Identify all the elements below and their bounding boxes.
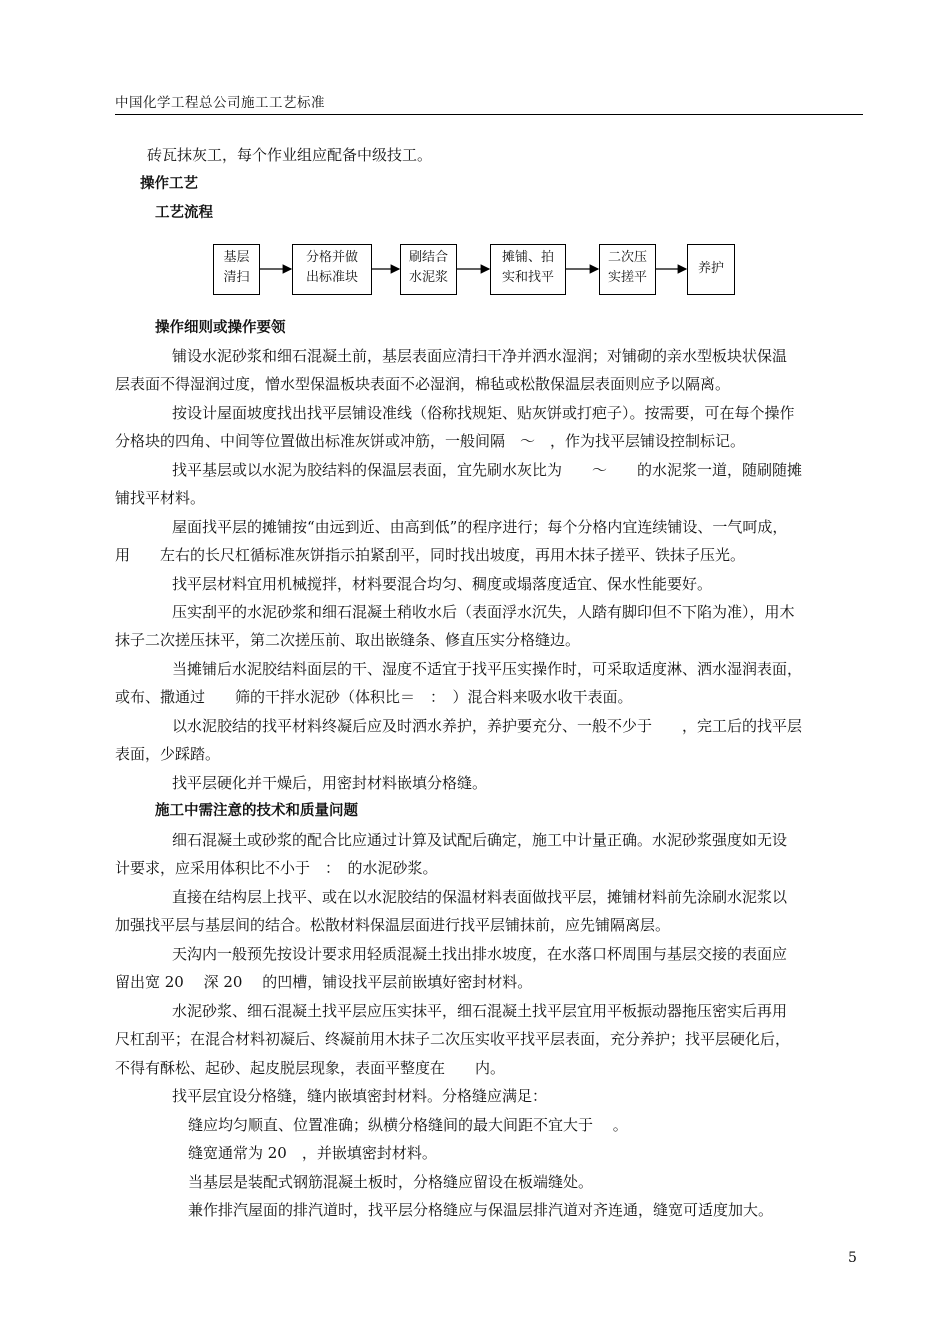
section-heading-flow: 工艺流程 xyxy=(155,205,213,221)
flow-step-4 xyxy=(490,244,566,295)
flow-step-3 xyxy=(400,244,457,295)
para-line: 找平层硬化并干燥后，用密封材料嵌填分格缝。 xyxy=(172,774,488,792)
para-line: 分格块的四角、中间等位置做出标准灰饼或冲筋，一般间隔 ～ ，作为找平层铺设控制标记。 xyxy=(115,432,746,450)
quality-line: 找平层宜设分格缝，缝内嵌填密封材料。分格缝应满足： xyxy=(172,1087,548,1105)
flow-step-5-line1: 二次压 xyxy=(607,250,647,265)
quality-line: 水泥砂浆、细石混凝土找平层应压实抹平，细石混凝土找平层宜用平板振动器拖压密实后再用 xyxy=(172,1002,788,1020)
section-heading-operation: 操作工艺 xyxy=(140,176,198,192)
flow-step-1-line2: 清扫 xyxy=(223,270,250,285)
flow-step-3-line1: 刷结合 xyxy=(408,250,448,265)
para-line: 抹子二次搓压抹平，第二次搓压前、取出嵌缝条、修直压实分格缝边。 xyxy=(115,631,581,649)
flow-step-5-line2: 实搓平 xyxy=(607,270,647,285)
para-line: 当摊铺后水泥胶结料面层的干、湿度不适宜于找平压实操作时，可采取适度淋、洒水湿润表面， xyxy=(172,660,803,678)
para-line: 压实刮平的水泥砂浆和细石混凝土稍收水后（表面浮水沉失，人踏有脚印但不下陷为准），用木 xyxy=(172,603,795,621)
para-line: 铺设水泥砂浆和细石混凝土前，基层表面应清扫干净并洒水湿润；对铺砌的亲水型板块状保温 xyxy=(172,347,788,365)
flow-step-3-line2: 水泥浆 xyxy=(408,270,448,285)
section-heading-rules: 操作细则或操作要领 xyxy=(155,320,286,336)
flow-step-5 xyxy=(599,244,656,295)
flow-step-4-line1: 摊铺、拍 xyxy=(501,250,554,265)
flow-step-2 xyxy=(292,244,372,295)
section-heading-quality: 施工中需注意的技术和质量问题 xyxy=(155,803,358,819)
flow-step-1 xyxy=(213,244,260,295)
para-line: 或布、撒通过 筛的干拌水泥砂（体积比＝ ： ）混合料来吸水收干表面。 xyxy=(115,688,633,706)
flow-step-4-line2: 实和找平 xyxy=(501,270,554,285)
para-line: 按设计屋面坡度找出找平层铺设准线（俗称找规矩、贴灰饼或打疤子）。按需要，可在每个操作 xyxy=(172,404,795,422)
flow-step-6-line1: 养护 xyxy=(697,261,724,276)
para-line: 用 左右的长尺杠循标准灰饼指示拍紧刮平，同时找出坡度，再用木抹子搓平、铁抹子压光。 xyxy=(115,546,746,564)
page-header: 中国化学工程总公司施工工艺标准 xyxy=(115,94,863,115)
flow-step-1-line1: 基层 xyxy=(223,250,250,265)
quality-line: 加强找平层与基层间的结合。松散材料保温层面进行找平层铺抹前，应先铺隔离层。 xyxy=(115,916,671,934)
para-line: 表面，少踩踏。 xyxy=(115,745,221,763)
quality-line: 缝宽通常为 20 ，并嵌填密封材料。 xyxy=(188,1144,437,1162)
para-line: 找平基层或以水泥为胶结料的保温层表面，宜先刷水灰比为 ～ 的水泥浆一道，随刷随摊 xyxy=(172,461,803,479)
intro-text: 砖瓦抹灰工，每个作业组应配备中级技工。 xyxy=(147,146,433,164)
quality-line: 留出宽 20 深 20 的凹槽，铺设找平层前嵌填好密封材料。 xyxy=(115,973,533,991)
quality-line: 细石混凝土或砂浆的配合比应通过计算及试配后确定，施工中计量正确。水泥砂浆强度如无设 xyxy=(172,831,788,849)
para-line: 铺找平材料。 xyxy=(115,489,206,507)
quality-line: 计要求，应采用体积比不小于 ： 的水泥砂浆。 xyxy=(115,859,438,877)
quality-line: 不得有酥松、起砂、起皮脱层现象，表面平整度在 内。 xyxy=(115,1059,506,1077)
flow-step-2-line2: 出标准块 xyxy=(305,270,358,285)
para-line: 屋面找平层的摊铺按“由远到近、由高到低”的程序进行；每个分格内宜连续铺设、一气呵成， xyxy=(172,518,788,536)
quality-line: 缝应均匀顺直、位置准确；纵横分格缝间的最大间距不宜大于 。 xyxy=(188,1116,628,1134)
para-line: 层表面不得湿润过度，憎水型保温板块表面不必湿润，棉毡或松散保温层表面则应予以隔离。 xyxy=(115,375,731,393)
flow-step-6 xyxy=(687,244,735,295)
quality-line: 尺杠刮平；在混合材料初凝后、终凝前用木抹子二次压实收平找平层表面，充分养护；找平层硬化后， xyxy=(115,1030,791,1048)
para-line: 以水泥胶结的找平材料终凝后应及时洒水养护，养护要充分、一般不少于 ，完工后的找平层 xyxy=(172,717,803,735)
page-number: 5 xyxy=(848,1250,857,1266)
para-line: 找平层材料宜用机械搅拌，材料要混合均匀、稠度或塌落度适宜、保水性能要好。 xyxy=(172,575,713,593)
quality-line: 当基层是装配式钢筋混凝土板时，分格缝应留设在板端缝处。 xyxy=(188,1173,594,1191)
flow-step-2-line1: 分格并做 xyxy=(305,250,358,265)
quality-line: 兼作排汽屋面的排汽道时，找平层分格缝应与保温层排汽道对齐连通，缝宽可适度加大。 xyxy=(188,1201,774,1219)
quality-line: 天沟内一般预先按设计要求用轻质混凝土找出排水坡度，在水落口杯周围与基层交接的表面应 xyxy=(172,945,788,963)
quality-line: 直接在结构层上找平、或在以水泥胶结的保温材料表面做找平层，摊铺材料前先涂刷水泥浆以 xyxy=(172,888,788,906)
